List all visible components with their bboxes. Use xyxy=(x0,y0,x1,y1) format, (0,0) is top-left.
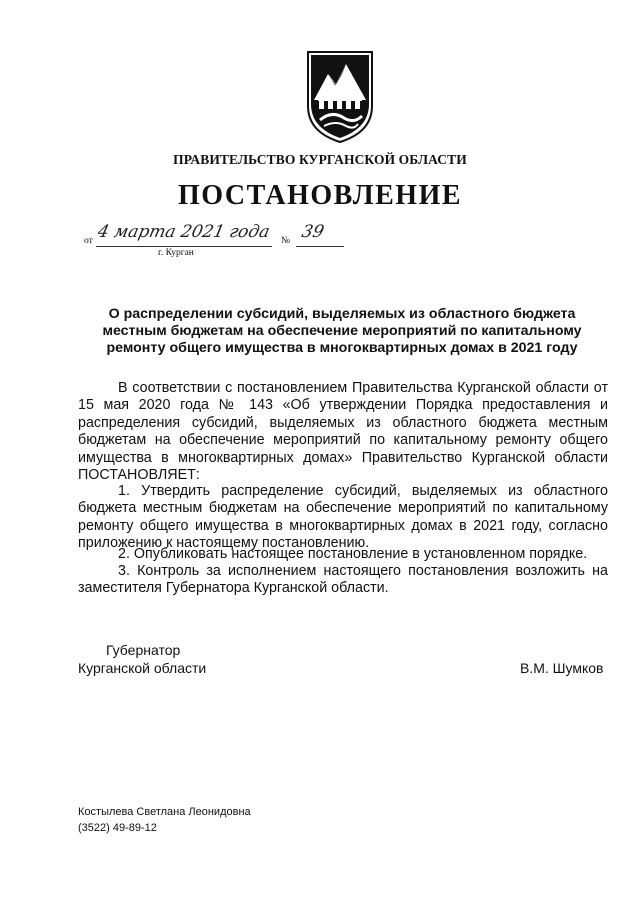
handwritten-number: 39 xyxy=(299,222,326,242)
signatory-title-line1: Губернатор xyxy=(106,642,181,658)
body-item-1: 1. Утвердить распределение субсидий, выделяемых из областного бюджета местным бюджетам на обеспечение мероприятий по капитальному ремонту общего имущества в многоквартирных домах в 2021 году, согласно приложению к настоящему постановлению. xyxy=(78,483,608,552)
handwritten-date: 4 марта 2021 года xyxy=(95,222,272,242)
signatory-title-line2: Курганской области xyxy=(78,660,207,676)
date-prefix: от xyxy=(84,236,93,246)
coat-of-arms-emblem xyxy=(304,48,376,146)
document-title: О распределении субсидий, выделяемых из областного бюджета местным бюджетам на обеспечение мероприятий по капитальному ремонту общего имущества в многоквартирных домах в 2021 году xyxy=(102,306,582,356)
body-item-2: 2. Опубликовать настоящее постановление в установленном порядке. xyxy=(118,546,588,562)
executor-phone: (3522) 49-89-12 xyxy=(78,822,157,834)
document-type-heading: ПОСТАНОВЛЕНИЕ xyxy=(177,180,463,211)
body-intro-paragraph: В соответствии с постановлением Правительства Курганской области от 15 мая 2020 года № 143 «Об утверждении Порядка предоставления и распределения субсидий, выделяемых из областного бюджета местным бюджетам на обеспечение мероприятий по капитальному ремонту общего имущества в многоквартирных домах» Правительство Курганской области ПОСТАНОВЛЯЕТ: xyxy=(78,380,608,484)
number-prefix: № xyxy=(281,236,291,246)
date-underline xyxy=(96,246,272,247)
number-underline xyxy=(296,246,344,247)
body-item-3: 3. Контроль за исполнением настоящего постановления возложить на заместителя Губернатора Курганской области. xyxy=(78,563,608,597)
signatory-name: В.М. Шумков xyxy=(520,660,604,676)
government-name: ПРАВИТЕЛЬСТВО КУРГАНСКОЙ ОБЛАСТИ xyxy=(173,152,467,167)
city-label: г. Курган xyxy=(158,248,194,258)
date-number-line xyxy=(84,222,364,262)
executor-name: Костылева Светлана Леонидовна xyxy=(78,806,251,818)
